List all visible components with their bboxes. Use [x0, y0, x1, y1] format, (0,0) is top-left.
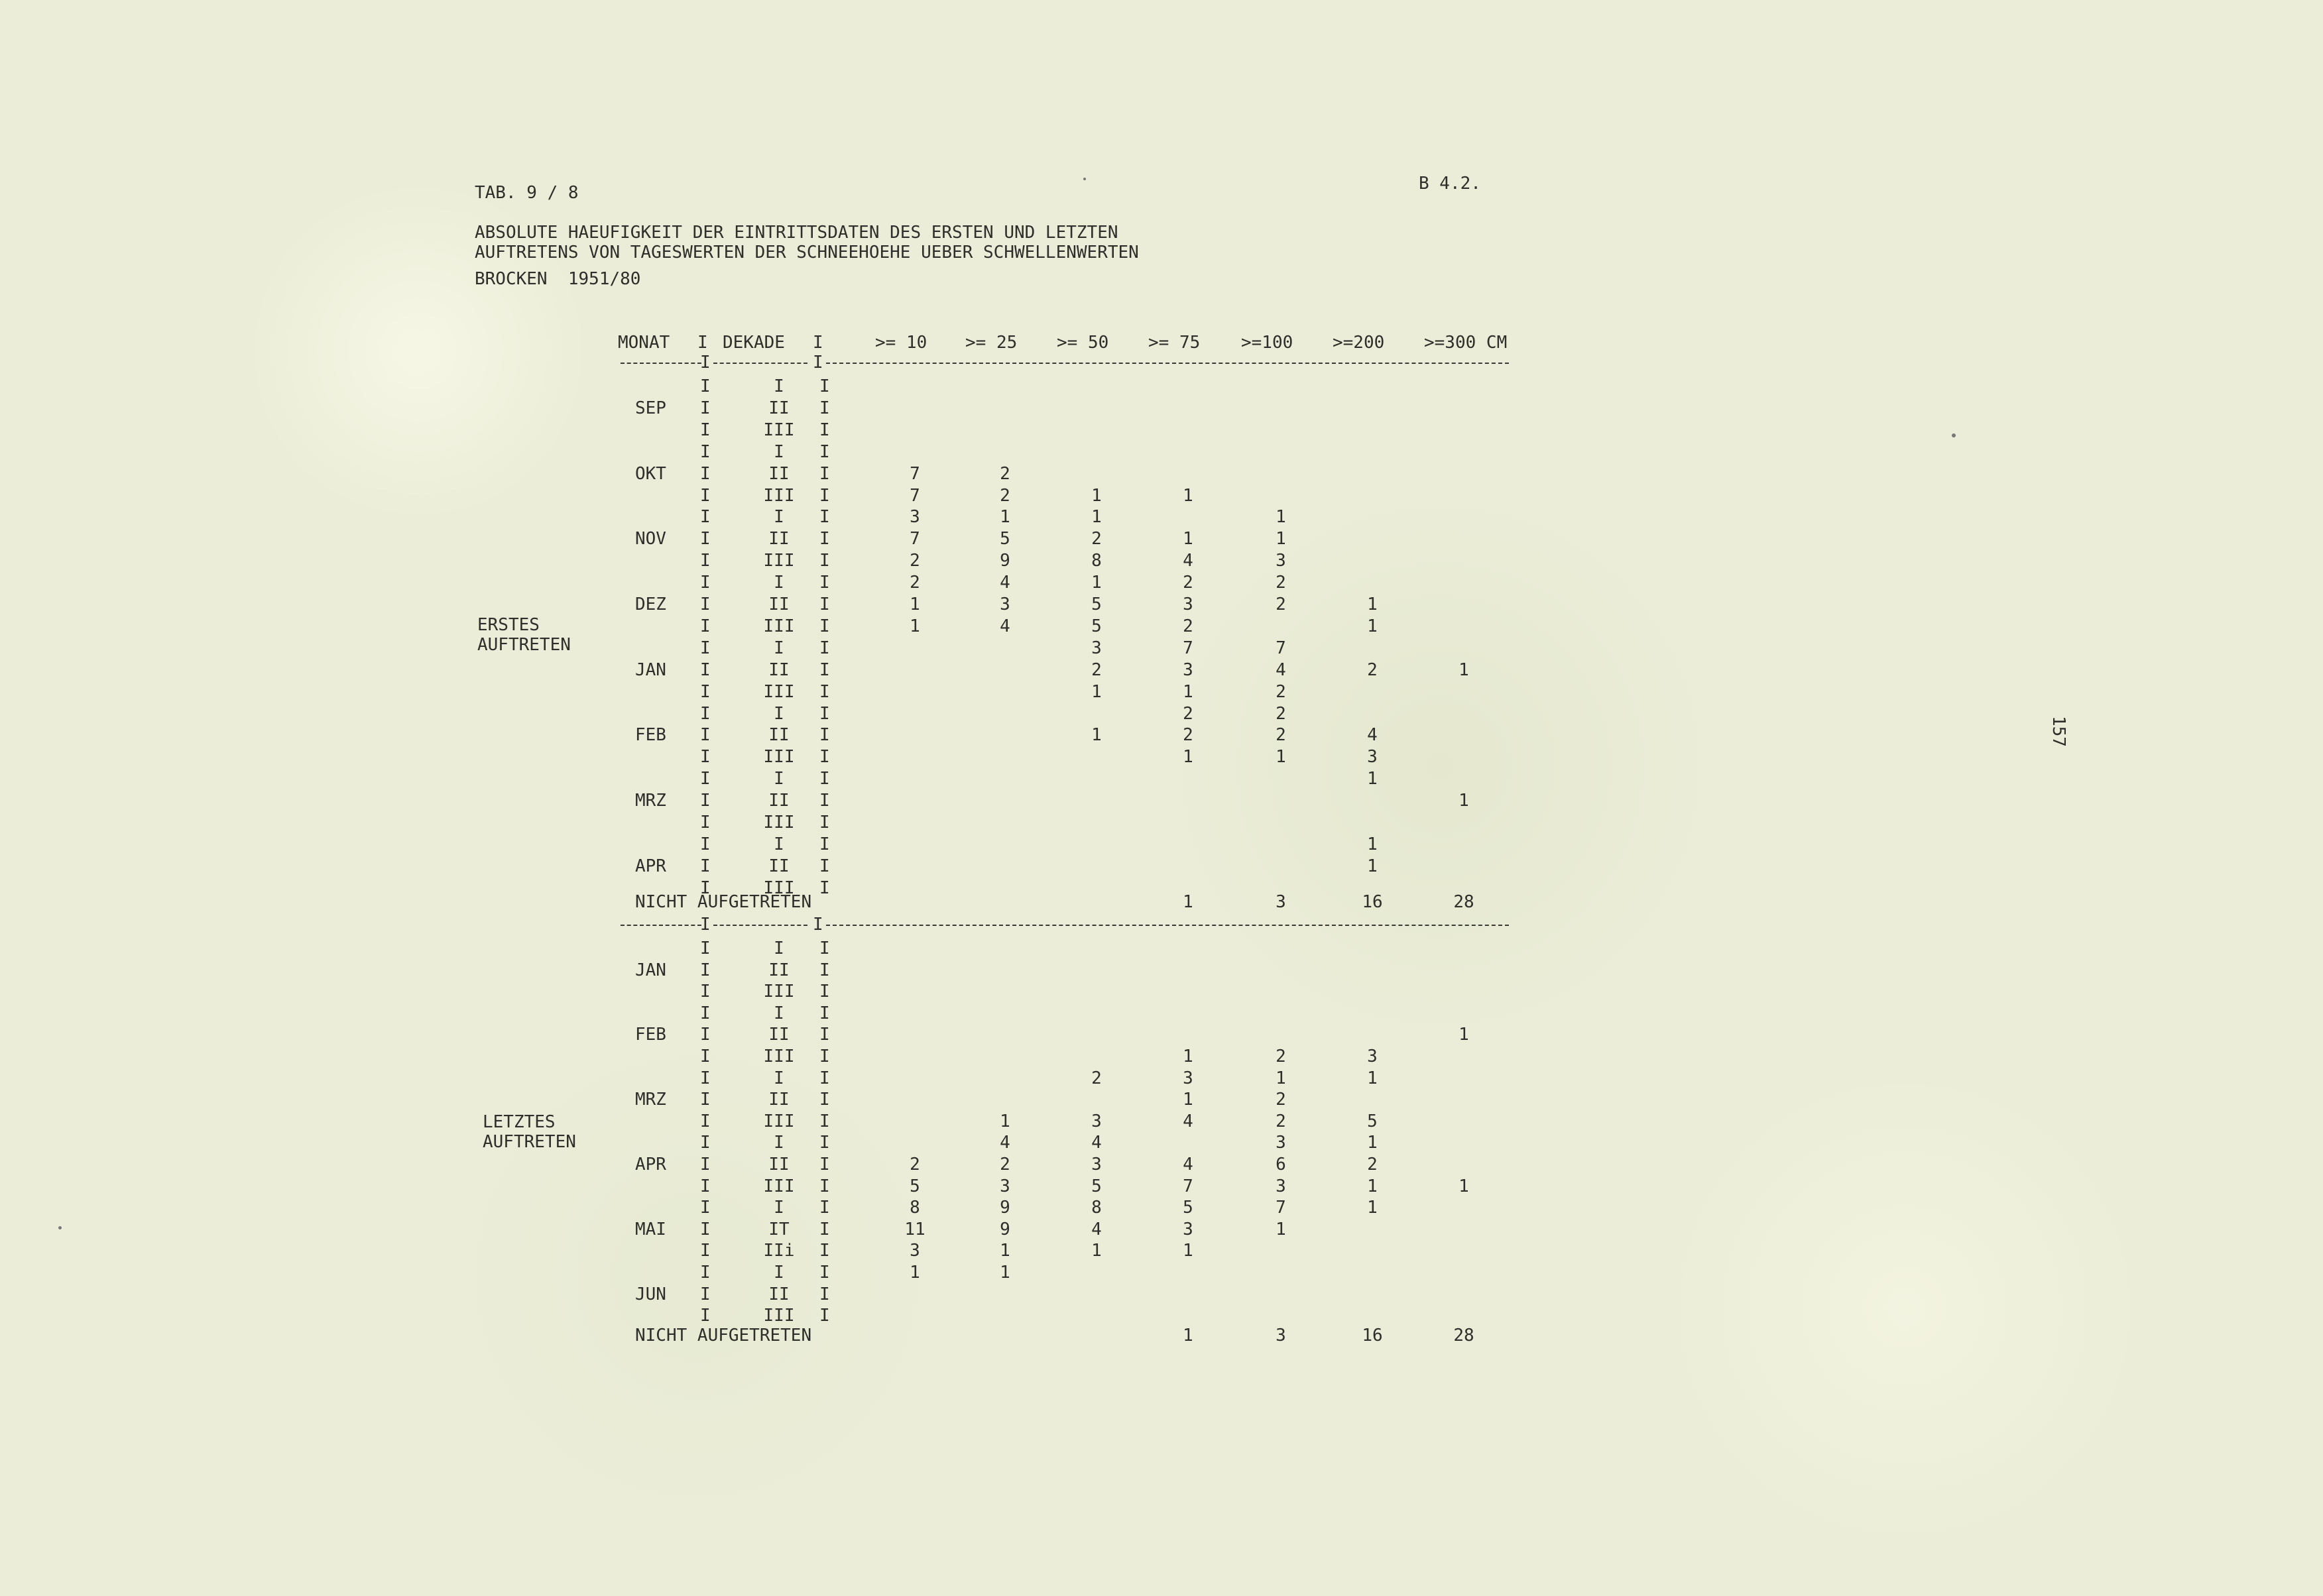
dekade-value: I: [774, 1003, 784, 1023]
count-cell: 3: [910, 1241, 920, 1261]
count-cell: 7: [910, 529, 920, 549]
count-cell: 7: [1276, 1198, 1286, 1218]
count-cell: 1: [1276, 529, 1286, 549]
column-separator: I: [813, 333, 823, 353]
column-separator: I: [700, 1025, 711, 1045]
column-separator: I: [700, 551, 711, 571]
count-cell: 1: [1459, 791, 1469, 811]
column-separator: I: [819, 747, 830, 768]
dekade-value: II: [768, 1025, 790, 1045]
column-separator: I: [700, 1241, 711, 1261]
count-cell: 3: [1183, 1219, 1193, 1239]
column-separator: I: [819, 1003, 830, 1023]
column-separator: I: [700, 982, 711, 1002]
count-cell: 1: [1367, 1176, 1378, 1196]
count-cell: 28: [1453, 1326, 1474, 1345]
column-separator: I: [819, 1306, 830, 1326]
count-cell: 1: [1000, 1241, 1010, 1261]
column-monat: MONAT: [618, 333, 670, 353]
dekade-value: I: [774, 1133, 784, 1153]
count-cell: 9: [1000, 1219, 1010, 1239]
column-separator: I: [700, 463, 711, 484]
paper-speck: [1083, 178, 1086, 180]
count-cell: 1: [1091, 573, 1102, 593]
count-cell: 2: [1276, 1047, 1286, 1066]
month-label: MAI: [635, 1219, 666, 1239]
dekade-value: I: [774, 939, 784, 958]
dekade-value: I: [774, 769, 784, 789]
month-label: NOV: [635, 529, 666, 549]
count-cell: 3: [1183, 1068, 1193, 1088]
month-label: APR: [635, 1155, 666, 1174]
dekade-value: I: [774, 1068, 784, 1088]
dekade-value: III: [763, 1047, 795, 1066]
month-label: SEP: [635, 398, 666, 418]
count-cell: 16: [1362, 892, 1383, 912]
count-cell: 8: [1091, 1198, 1102, 1218]
dekade-value: III: [763, 878, 795, 898]
paper-speck: [1952, 433, 1956, 437]
count-cell: 1: [1183, 1326, 1193, 1345]
column-separator: I: [819, 551, 830, 571]
title-line-2: AUFTRETENS VON TAGESWERTEN DER SCHNEEHOEHE UEBER SCHWELLENWERTEN: [475, 243, 1139, 262]
dekade-value: I: [774, 573, 784, 593]
count-cell: 28: [1453, 892, 1474, 912]
count-cell: 1: [910, 1263, 920, 1282]
count-cell: 1: [1000, 1111, 1010, 1131]
count-cell: 4: [1000, 616, 1010, 636]
column-separator: I: [819, 420, 830, 440]
count-cell: 4: [1000, 1133, 1010, 1153]
column-separator: I: [819, 791, 830, 811]
count-cell: 7: [1183, 1176, 1193, 1196]
column-separator: I: [819, 681, 830, 702]
month-label: APR: [635, 856, 666, 876]
column-separator: I: [700, 791, 711, 811]
count-cell: 2: [1276, 725, 1286, 746]
count-cell: 3: [1276, 551, 1286, 571]
count-cell: 1: [1183, 485, 1193, 506]
count-cell: 6: [1276, 1155, 1286, 1174]
count-cell: 2: [910, 551, 920, 571]
column-separator: I: [700, 485, 711, 506]
column-separator: I: [819, 982, 830, 1002]
threshold-header: >=100: [1241, 333, 1293, 353]
count-cell: 4: [1183, 551, 1193, 571]
dekade-value: II: [768, 398, 790, 418]
count-cell: 2: [1091, 529, 1102, 549]
count-cell: 4: [1183, 1111, 1193, 1131]
count-cell: 3: [1276, 892, 1286, 912]
count-cell: 4: [1367, 725, 1378, 746]
threshold-header: >=300 CM: [1424, 333, 1508, 353]
dekade-value: II: [768, 1284, 790, 1304]
count-cell: 3: [910, 507, 920, 528]
not-occurred-label: NICHT AUFGETRETEN: [635, 1326, 812, 1345]
column-separator: I: [700, 507, 711, 528]
column-separator: I: [819, 834, 830, 854]
dekade-value: III: [763, 485, 795, 506]
count-cell: 3: [1091, 1111, 1102, 1131]
dekade-value: III: [763, 420, 795, 440]
count-cell: 3: [1091, 638, 1102, 658]
column-separator: I: [700, 769, 711, 789]
month-label: MRZ: [635, 791, 666, 811]
count-cell: 2: [1000, 463, 1010, 484]
count-cell: 1: [1367, 834, 1378, 854]
dekade-value: I: [774, 441, 784, 462]
threshold-header: >= 50: [1057, 333, 1109, 353]
count-cell: 2: [1276, 703, 1286, 724]
column-separator: I: [700, 638, 711, 658]
count-cell: 1: [1183, 1241, 1193, 1261]
column-separator: I: [819, 485, 830, 506]
column-separator: I: [697, 333, 708, 353]
column-separator: I: [819, 1241, 830, 1261]
dekade-value: II: [768, 960, 790, 980]
count-cell: 5: [1091, 616, 1102, 636]
column-separator: I: [819, 616, 830, 636]
count-cell: 2: [1276, 681, 1286, 702]
column-separator: I: [819, 1284, 830, 1304]
count-cell: 8: [910, 1198, 920, 1218]
count-cell: 1: [1276, 1068, 1286, 1088]
dekade-value: III: [763, 551, 795, 571]
dekade-value: II: [768, 856, 790, 876]
column-separator: I: [819, 1219, 830, 1239]
count-cell: 1: [1367, 1068, 1378, 1088]
month-label: OKT: [635, 463, 666, 484]
count-cell: 1: [1183, 681, 1193, 702]
column-separator: I: [819, 813, 830, 832]
count-cell: 4: [1091, 1219, 1102, 1239]
column-separator: I: [819, 939, 830, 958]
column-separator: I: [819, 441, 830, 462]
dekade-value: I: [774, 376, 784, 396]
count-cell: 2: [1276, 595, 1286, 614]
column-separator: I: [700, 856, 711, 876]
month-label: JAN: [635, 659, 666, 680]
column-separator: I: [700, 960, 711, 980]
column-separator: I: [700, 1111, 711, 1131]
count-cell: 1: [1276, 747, 1286, 768]
dekade-value: III: [763, 1306, 795, 1326]
header-rule: I I: [621, 353, 1509, 372]
count-cell: 7: [910, 485, 920, 506]
dekade-value: III: [763, 747, 795, 768]
count-cell: 2: [1183, 616, 1193, 636]
count-cell: 1: [1091, 485, 1102, 506]
count-cell: 4: [1000, 573, 1010, 593]
count-cell: 3: [1367, 747, 1378, 768]
column-separator: I: [700, 1306, 711, 1326]
count-cell: 7: [1276, 638, 1286, 658]
month-label: JAN: [635, 960, 666, 980]
count-cell: 2: [1183, 703, 1193, 724]
dekade-value: I: [774, 1198, 784, 1218]
count-cell: 1: [1367, 595, 1378, 614]
dekade-value: I: [774, 834, 784, 854]
count-cell: 2: [910, 1155, 920, 1174]
count-cell: 1: [1091, 725, 1102, 746]
count-cell: 2: [1183, 573, 1193, 593]
section-code: B 4.2.: [1419, 174, 1481, 194]
dekade-value: II: [768, 659, 790, 680]
column-separator: I: [819, 1090, 830, 1110]
column-separator: I: [700, 681, 711, 702]
count-cell: 2: [910, 573, 920, 593]
column-separator: I: [700, 659, 711, 680]
column-separator: I: [819, 1155, 830, 1174]
dekade-value: III: [763, 982, 795, 1002]
count-cell: 3: [1000, 1176, 1010, 1196]
count-cell: 1: [1183, 1047, 1193, 1066]
column-separator: I: [819, 1111, 830, 1131]
column-dekade: DEKADE: [723, 333, 785, 353]
dekade-value: III: [763, 1111, 795, 1131]
column-separator: I: [700, 703, 711, 724]
month-label: DEZ: [635, 595, 666, 614]
dekade-value: II: [768, 791, 790, 811]
count-cell: 1: [1276, 1219, 1286, 1239]
dekade-value: II: [768, 1155, 790, 1174]
count-cell: 3: [1367, 1047, 1378, 1066]
column-separator: I: [700, 878, 711, 898]
count-cell: 1: [1276, 507, 1286, 528]
column-separator: I: [819, 1025, 830, 1045]
table-id: TAB. 9 / 8: [475, 183, 579, 203]
column-separator: I: [819, 595, 830, 614]
count-cell: 1: [1367, 1133, 1378, 1153]
month-label: MRZ: [635, 1090, 666, 1110]
dekade-value: III: [763, 1176, 795, 1196]
count-cell: 1: [1367, 769, 1378, 789]
column-separator: I: [819, 529, 830, 549]
column-separator: I: [819, 638, 830, 658]
column-separator: I: [819, 725, 830, 746]
column-separator: I: [700, 398, 711, 418]
count-cell: 7: [910, 463, 920, 484]
count-cell: 2: [1367, 659, 1378, 680]
count-cell: 1: [1367, 616, 1378, 636]
count-cell: 5: [910, 1176, 920, 1196]
column-separator: I: [819, 1263, 830, 1282]
count-cell: 5: [1000, 529, 1010, 549]
column-separator: I: [819, 573, 830, 593]
column-separator: I: [700, 441, 711, 462]
count-cell: 1: [1091, 1241, 1102, 1261]
column-separator: I: [700, 420, 711, 440]
threshold-header: >= 75: [1148, 333, 1201, 353]
count-cell: 1: [1459, 659, 1469, 680]
column-separator: I: [819, 376, 830, 396]
column-separator: I: [819, 1133, 830, 1153]
column-separator: I: [700, 376, 711, 396]
not-occurred-label: NICHT AUFGETRETEN: [635, 892, 812, 912]
count-cell: 1: [1000, 1263, 1010, 1282]
count-cell: 2: [1000, 1155, 1010, 1174]
count-cell: 1: [1367, 856, 1378, 876]
title-line-3: BROCKEN 1951/80: [475, 269, 641, 289]
column-separator: I: [700, 1219, 711, 1239]
column-separator: I: [819, 659, 830, 680]
count-cell: 16: [1362, 1326, 1383, 1345]
count-cell: 3: [1276, 1133, 1286, 1153]
column-separator: I: [819, 1176, 830, 1196]
column-separator: I: [700, 1047, 711, 1066]
count-cell: 9: [1000, 1198, 1010, 1218]
section-rule: I I: [621, 915, 1509, 935]
column-separator: I: [819, 769, 830, 789]
column-separator: I: [700, 1003, 711, 1023]
column-separator: I: [700, 1155, 711, 1174]
column-separator: I: [819, 1068, 830, 1088]
page-number: 157: [2049, 716, 2068, 747]
month-label: FEB: [635, 725, 666, 746]
dekade-value: III: [763, 813, 795, 832]
threshold-header: >= 25: [965, 333, 1018, 353]
column-separator: I: [700, 1133, 711, 1153]
column-separator: I: [700, 573, 711, 593]
count-cell: 2: [1367, 1155, 1378, 1174]
dekade-value: II: [768, 595, 790, 614]
count-cell: 5: [1183, 1198, 1193, 1218]
count-cell: 2: [1091, 659, 1102, 680]
column-separator: I: [819, 1047, 830, 1066]
column-separator: I: [700, 1176, 711, 1196]
count-cell: 5: [1091, 1176, 1102, 1196]
column-separator: I: [700, 1068, 711, 1088]
count-cell: 1: [910, 616, 920, 636]
count-cell: 3: [1091, 1155, 1102, 1174]
count-cell: 1: [1459, 1025, 1469, 1045]
column-separator: I: [819, 703, 830, 724]
column-separator: I: [700, 1284, 711, 1304]
count-cell: 1: [1183, 892, 1193, 912]
column-separator: I: [819, 463, 830, 484]
count-cell: 11: [904, 1219, 925, 1239]
count-cell: 3: [1276, 1326, 1286, 1345]
dekade-value: III: [763, 616, 795, 636]
section-label-first: ERSTES AUFTRETEN: [477, 615, 571, 655]
dekade-value: IIi: [763, 1241, 795, 1261]
count-cell: 8: [1091, 551, 1102, 571]
column-separator: I: [700, 616, 711, 636]
section-label-last: LETZTES AUFTRETEN: [483, 1112, 576, 1152]
count-cell: 2: [1183, 725, 1193, 746]
count-cell: 1: [1183, 747, 1193, 768]
count-cell: 3: [1000, 595, 1010, 614]
dekade-value: IT: [768, 1219, 790, 1239]
column-separator: I: [819, 1198, 830, 1218]
count-cell: 1: [1091, 681, 1102, 702]
count-cell: 1: [1367, 1198, 1378, 1218]
column-separator: I: [700, 747, 711, 768]
count-cell: 1: [1459, 1176, 1469, 1196]
dekade-value: II: [768, 463, 790, 484]
column-separator: I: [700, 813, 711, 832]
count-cell: 3: [1183, 595, 1193, 614]
count-cell: 9: [1000, 551, 1010, 571]
count-cell: 2: [1091, 1068, 1102, 1088]
count-cell: 1: [1000, 507, 1010, 528]
column-separator: I: [700, 529, 711, 549]
column-separator: I: [700, 725, 711, 746]
dekade-value: III: [763, 681, 795, 702]
dekade-value: I: [774, 638, 784, 658]
dekade-value: I: [774, 1263, 784, 1282]
count-cell: 2: [1000, 485, 1010, 506]
threshold-header: >= 10: [875, 333, 927, 353]
count-cell: 4: [1276, 659, 1286, 680]
month-label: FEB: [635, 1025, 666, 1045]
count-cell: 4: [1091, 1133, 1102, 1153]
count-cell: 7: [1183, 638, 1193, 658]
column-separator: I: [700, 939, 711, 958]
column-separator: I: [819, 856, 830, 876]
column-separator: I: [819, 507, 830, 528]
count-cell: 5: [1367, 1111, 1378, 1131]
dekade-value: II: [768, 529, 790, 549]
dekade-value: I: [774, 703, 784, 724]
dekade-value: II: [768, 725, 790, 746]
threshold-header: >=200: [1333, 333, 1385, 353]
column-separator: I: [819, 398, 830, 418]
column-separator: I: [819, 960, 830, 980]
count-cell: 2: [1276, 1111, 1286, 1131]
count-cell: 1: [1091, 507, 1102, 528]
dekade-value: II: [768, 1090, 790, 1110]
count-cell: 1: [910, 595, 920, 614]
count-cell: 2: [1276, 573, 1286, 593]
count-cell: 3: [1183, 659, 1193, 680]
column-separator: I: [700, 1198, 711, 1218]
column-separator: I: [700, 595, 711, 614]
column-separator: I: [700, 1090, 711, 1110]
count-cell: 1: [1183, 1090, 1193, 1110]
title-line-1: ABSOLUTE HAEUFIGKEIT DER EINTRITTSDATEN DES ERSTEN UND LETZTEN: [475, 223, 1118, 243]
column-separator: I: [700, 834, 711, 854]
month-label: JUN: [635, 1284, 666, 1304]
count-cell: 5: [1091, 595, 1102, 614]
dekade-value: I: [774, 507, 784, 528]
count-cell: 1: [1183, 529, 1193, 549]
paper-speck: [58, 1226, 62, 1229]
column-separator: I: [819, 878, 830, 898]
count-cell: 3: [1276, 1176, 1286, 1196]
count-cell: 4: [1183, 1155, 1193, 1174]
count-cell: 2: [1276, 1090, 1286, 1110]
column-separator: I: [700, 1263, 711, 1282]
